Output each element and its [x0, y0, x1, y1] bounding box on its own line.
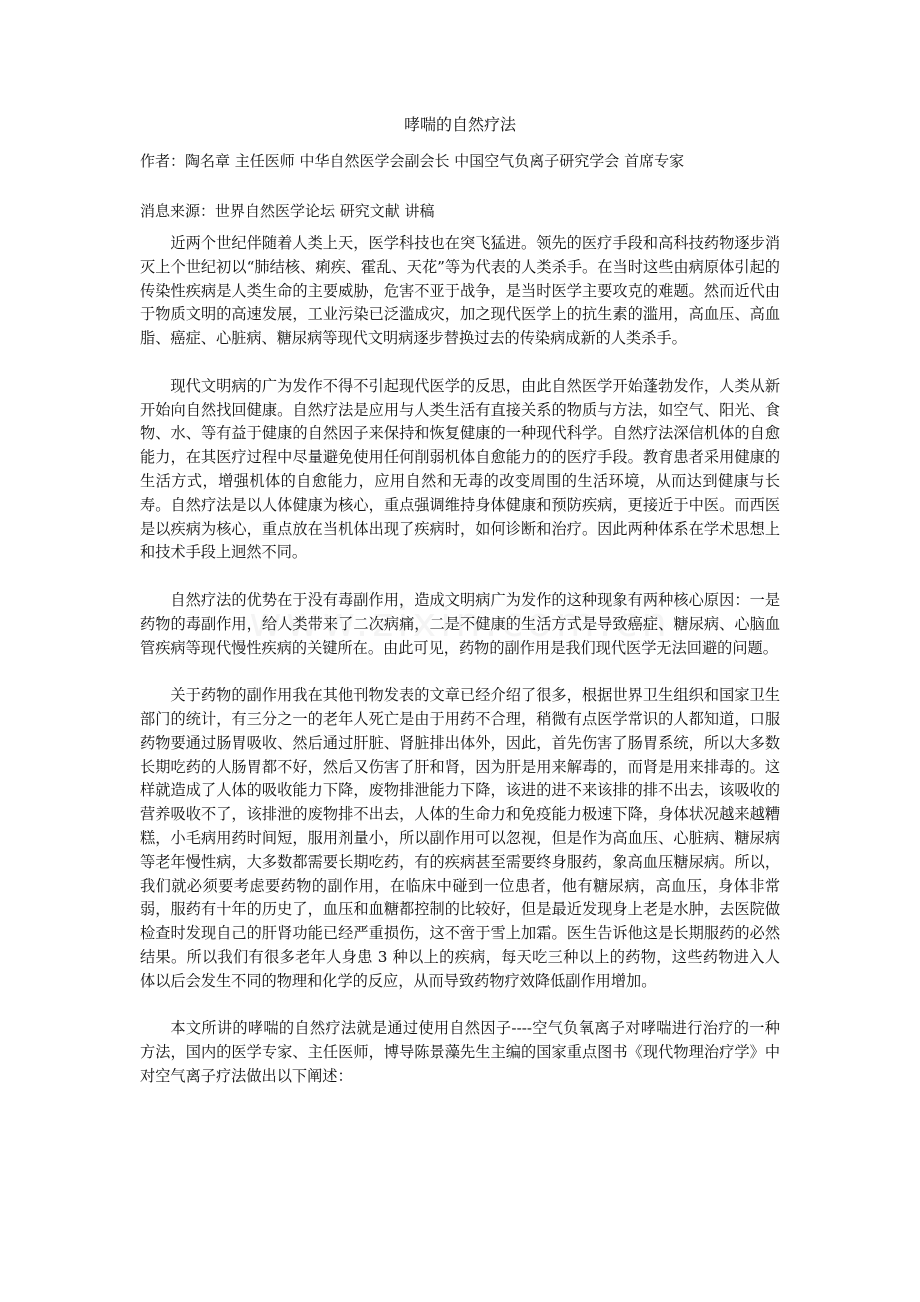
paragraph: 本文所讲的哮喘的自然疗法就是通过使用自然因子----空气负氧离子对哮喘进行治疗的一种方法，国内的医学专家、主任医师，博导陈景藻先生主编的国家重点图书《现代物理治疗学》中对空气离子疗法做出以下阐述：	[140, 1019, 780, 1085]
source-line: 消息来源：世界自然医学论坛 研究文献 讲稿	[140, 202, 435, 220]
paragraph: 近两个世纪伴随着人类上天，医学科技也在突飞猛进。领先的医疗手段和高科技药物逐步消灭上个世纪初以“肺结核、痢疾、霍乱、天花”等为代表的人类杀手。在当时这些由病原体引起的传染性疾病是人类生命的主要威胁，危害不亚于战争，是当时医学主要攻克的难题。然而近代由于物质文明的高速发展，工业污染已泛滥成灾，加之现代医学上的抗生素的滥用，高血压、高血脂、癌症、心脏病、糖尿病等现代文明病逐步替换过去的传染病成新的人类杀手。	[140, 234, 780, 348]
document-title: 哮喘的自然疗法	[403, 115, 516, 134]
article-body	[140, 232, 780, 1112]
author-line: 作者：陶名章 主任医师 中华自然医学会副会长 中国空气负离子研究学会 首席专家	[140, 152, 685, 170]
paragraph: 自然疗法的优势在于没有毒副作用，造成文明病广为发作的这种现象有两种核心原因：一是药物的毒副作用，给人类带来了二次病痛，二是不健康的生活方式是导致癌症、糖尿病、心脑血管疾病等现代慢性疾病的关键所在。由此可见，药物的副作用是我们现代医学无法回避的问题。	[140, 590, 780, 657]
paragraph: 关于药物的副作用我在其他刊物发表的文章已经介绍了很多，根据世界卫生组织和国家卫生部门的统计，有三分之一的老年人死亡是由于用药不合理，稍微有点医学常识的人都知道，口服药物要通过肠胃吸收、然后通过肝脏、肾脏排出体外，因此，首先伤害了肠胃系统，所以大多数长期吃药的人肠胃都不好，然后又伤害了肝和肾，因为肝是用来解毒的，而肾是用来排毒的。这样就造成了人体的吸收能力下降，废物排泄能力下降，该进的进不来该排的排不出去，该吸收的营养吸收不了，该排泄的废物排不出去，人体的生命力和免疫能力极速下降，身体状况越来越糟糕，小毛病用药时间短，服用剂量小，所以副作用可以忽视，但是作为高血压、心脏病、糖尿病等老年慢性病，大多数都需要长期吃药，有的疾病甚至需要终身服药，象高血压糖尿病。所以，我们就必须要考虑要药物的副作用，在临床中碰到一位患者，他有糖尿病，高血压，身体非常弱，服药有十年的历史了，血压和血糖都控制的比较好，但是最近发现身上老是水肿，去医院做检查时发现自己的肝肾功能已经严重损伤，这不啻于雪上加霜。医生告诉他这是长期服药的必然结果。所以我们有很多老年人身患 3 种以上的疾病，每天吃三种以上的药物，这些药物进入人体以后会发生不同的物理和化学的反应，从而导致药物疗效降低副作用增加。	[140, 686, 780, 990]
paragraph: 现代文明病的广为发作不得不引起现代医学的反思，由此自然医学开始蓬勃发作，人类从新开始向自然找回健康。自然疗法是应用与人类生活有直接关系的物质与方法，如空气、阳光、食物、水、等有益于健康的自然因子来保持和恢复健康的一种现代科学。自然疗法深信机体的自愈能力，在其医疗过程中尽量避免使用任何削弱机体自愈能力的的医疗手段。教育患者采用健康的生活方式，增强机体的自愈能力，应用自然和无毒的改变周围的生活环境，从而达到健康与长寿。自然疗法是以人体健康为核心，重点强调维持身体健康和预防疾病，更接近于中医。而西医是以疾病为核心，重点放在当机体出现了疾病时，如何诊断和治疗。因此两种体系在学术思想上和技术手段上迥然不同。	[140, 376, 780, 562]
